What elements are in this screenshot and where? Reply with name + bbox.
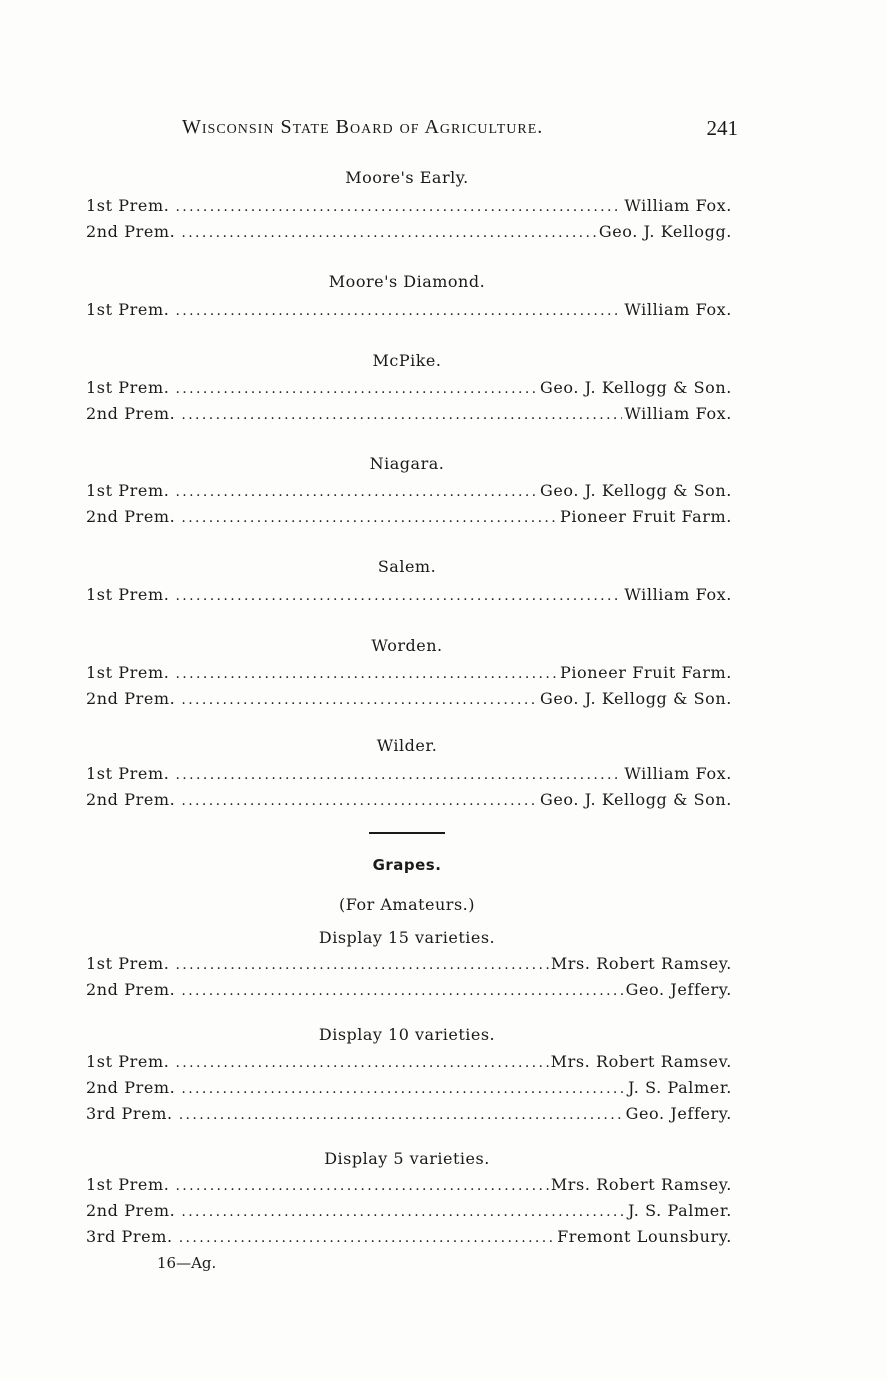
award-row (86, 764, 732, 788)
prize-label: 1st Prem. (86, 663, 170, 682)
prize-label: 2nd Prem. (86, 1078, 176, 1097)
award-row (86, 1104, 732, 1128)
winner-name: Pioneer Fruit Farm. (559, 507, 732, 526)
winner-name: Geo. J. Kellogg & Son. (539, 790, 732, 809)
award-row (86, 222, 732, 246)
dot-leader (175, 588, 622, 604)
winner-name: Geo. J. Kellogg & Son. (539, 378, 732, 397)
winner-name: Mrs. Robert Ramsev. (550, 1052, 732, 1071)
dot-leader (175, 381, 537, 397)
grapes-title: Grapes. (372, 856, 442, 874)
winner-name: Geo. J. Kellogg & Son. (539, 689, 732, 708)
prize-label: 2nd Prem. (86, 404, 176, 423)
award-row (86, 481, 732, 505)
award-row (86, 378, 732, 402)
dot-leader (181, 1081, 626, 1097)
section-heading: Moore's Diamond. (328, 272, 486, 291)
dot-leader (181, 510, 558, 526)
winner-name: J. S. Palmer. (627, 1078, 732, 1097)
winner-name: William Fox. (624, 764, 732, 783)
prize-label: 1st Prem. (86, 378, 170, 397)
dot-leader (175, 1178, 548, 1194)
running-title: Wisconsin State Board of Agriculture. (182, 116, 544, 138)
award-row (86, 1201, 732, 1225)
award-row (86, 507, 732, 531)
prize-label: 1st Prem. (86, 1052, 170, 1071)
award-row (86, 980, 732, 1004)
dot-leader (175, 484, 537, 500)
winner-name: William Fox. (624, 585, 732, 604)
section-heading: Worden. (371, 636, 443, 655)
award-row (86, 689, 732, 713)
prize-label: 1st Prem. (86, 1175, 170, 1194)
prize-label: 3rd Prem. (86, 1104, 173, 1123)
dot-leader (175, 199, 622, 215)
award-row (86, 1078, 732, 1102)
winner-name: William Fox. (624, 196, 732, 215)
winner-name: Fremont Lounsbury. (557, 1227, 732, 1246)
dot-leader (179, 1107, 624, 1123)
section-heading: Salem. (377, 557, 437, 576)
prize-label: 2nd Prem. (86, 222, 176, 241)
award-row (86, 404, 732, 428)
winner-name: Geo. Jeffery. (625, 980, 732, 999)
section-heading: Niagara. (369, 454, 445, 473)
award-row (86, 585, 732, 609)
award-row (86, 300, 732, 324)
dot-leader (181, 983, 623, 999)
award-row (86, 1052, 732, 1076)
winner-name: Geo. J. Kellogg & Son. (539, 481, 732, 500)
dot-leader (175, 303, 622, 319)
section-heading: Wilder. (376, 736, 438, 755)
display-heading: Display 15 varieties. (318, 928, 496, 947)
display-heading: Display 5 varieties. (324, 1149, 490, 1168)
section-heading: McPike. (372, 351, 442, 370)
dot-leader (175, 767, 622, 783)
winner-name: J. S. Palmer. (627, 1201, 732, 1220)
prize-label: 2nd Prem. (86, 790, 176, 809)
prize-label: 3rd Prem. (86, 1227, 173, 1246)
award-row (86, 954, 732, 978)
award-row (86, 196, 732, 220)
winner-name: Geo. J. Kellogg. (598, 222, 732, 241)
award-row (86, 790, 732, 814)
prize-label: 1st Prem. (86, 196, 170, 215)
prize-label: 1st Prem. (86, 954, 170, 973)
display-heading: Display 10 varieties. (318, 1025, 496, 1044)
dot-leader (181, 793, 538, 809)
dot-leader (175, 666, 558, 682)
dot-leader (181, 225, 596, 241)
prize-label: 1st Prem. (86, 481, 170, 500)
prize-label: 2nd Prem. (86, 1201, 176, 1220)
dot-leader (181, 407, 622, 423)
winner-name: Geo. Jeffery. (625, 1104, 732, 1123)
page-header (182, 116, 738, 146)
dot-leader (175, 957, 548, 973)
signature-mark: 16—Ag. (157, 1254, 217, 1272)
dot-leader (181, 1204, 626, 1220)
prize-label: 2nd Prem. (86, 980, 176, 999)
page-number: 241 (706, 116, 738, 140)
award-row (86, 1175, 732, 1199)
dot-leader (179, 1230, 555, 1246)
winner-name: William Fox. (624, 300, 732, 319)
award-row (86, 663, 732, 687)
section-divider (369, 832, 445, 834)
grapes-subtitle: (For Amateurs.) (339, 895, 475, 914)
prize-label: 1st Prem. (86, 585, 170, 604)
dot-leader (181, 692, 538, 708)
winner-name: Mrs. Robert Ramsey. (550, 954, 732, 973)
prize-label: 2nd Prem. (86, 507, 176, 526)
winner-name: Pioneer Fruit Farm. (559, 663, 732, 682)
prize-label: 1st Prem. (86, 300, 170, 319)
prize-label: 2nd Prem. (86, 689, 176, 708)
winner-name: Mrs. Robert Ramsey. (550, 1175, 732, 1194)
dot-leader (175, 1055, 548, 1071)
award-row (86, 1227, 732, 1251)
prize-label: 1st Prem. (86, 764, 170, 783)
section-heading: Moore's Early. (345, 168, 469, 187)
winner-name: William Fox. (624, 404, 732, 423)
